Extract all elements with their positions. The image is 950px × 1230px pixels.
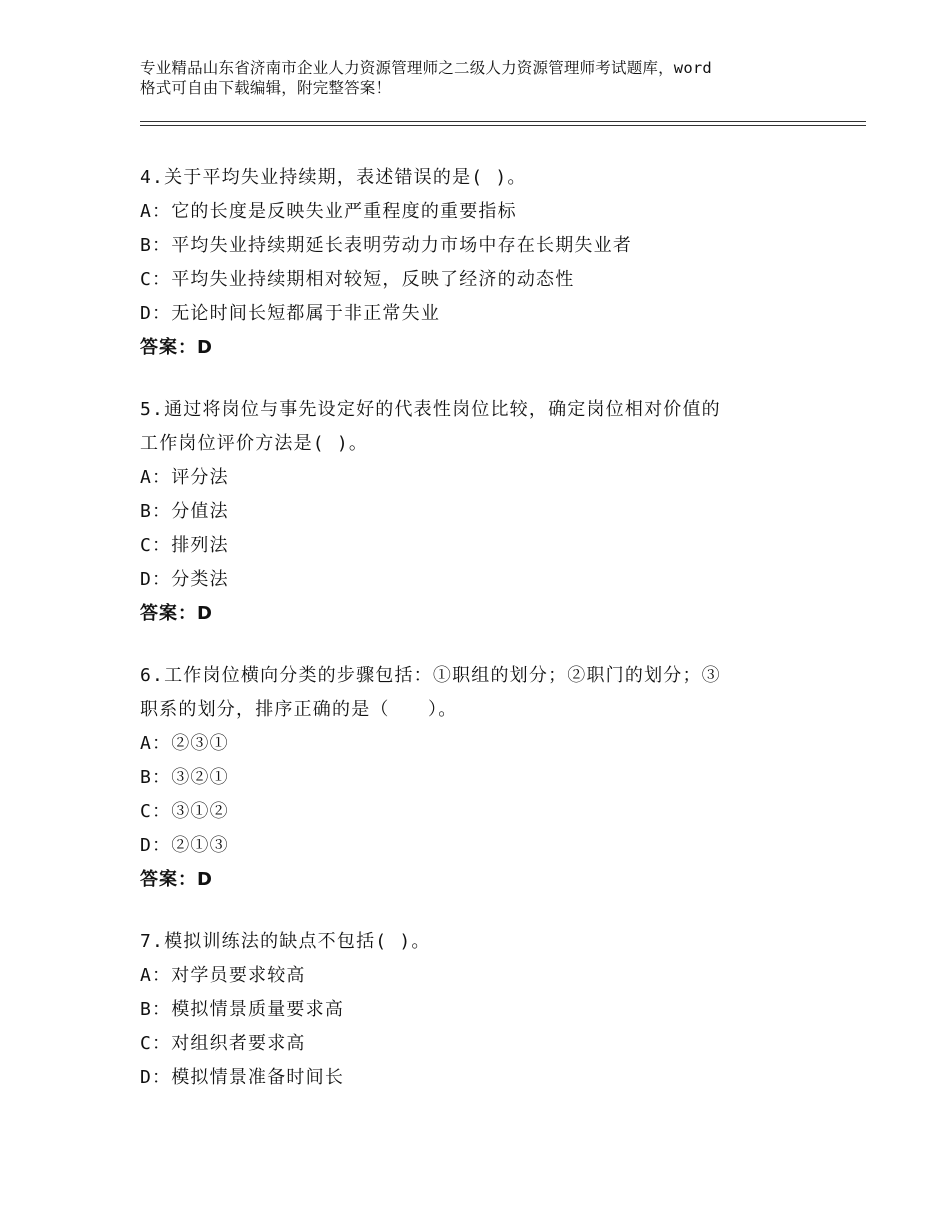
question-7 [140, 925, 820, 1095]
document-header [140, 58, 830, 98]
header-line-2: 格式可自由下载编辑，附完整答案！ [140, 79, 392, 97]
option-c: C：平均失业持续期相对较短，反映了经济的动态性 [140, 269, 575, 290]
question-stem: 4.关于平均失业持续期，表述错误的是( )。 [140, 167, 527, 188]
option-d: D：分类法 [140, 569, 229, 590]
option-d: D：无论时间长短都属于非正常失业 [140, 303, 441, 324]
option-a: A：它的长度是反映失业严重程度的重要指标 [140, 201, 517, 222]
question-5 [140, 393, 820, 631]
option-b: B：分值法 [140, 501, 229, 522]
option-d: D：模拟情景准备时间长 [140, 1067, 345, 1088]
header-divider-top [140, 121, 866, 122]
option-a: A：对学员要求较高 [140, 965, 306, 986]
option-c: C：排列法 [140, 535, 229, 556]
option-c: C：对组织者要求高 [140, 1033, 306, 1054]
option-b: B：③②① [140, 767, 229, 788]
question-stem-continued: 工作岗位评价方法是( )。 [140, 433, 369, 454]
option-b: B：模拟情景质量要求高 [140, 999, 345, 1020]
answer: 答案：D [140, 337, 213, 358]
question-4 [140, 161, 820, 365]
question-stem: 6.工作岗位横向分类的步骤包括：①职组的划分；②职门的划分；③ [140, 665, 721, 686]
option-b: B：平均失业持续期延长表明劳动力市场中存在长期失业者 [140, 235, 633, 256]
option-a: A：②③① [140, 733, 229, 754]
question-list [140, 161, 820, 1123]
header-line-1: 专业精品山东省济南市企业人力资源管理师之二级人力资源管理师考试题库，word [140, 59, 712, 77]
header-divider-bottom [140, 125, 866, 126]
question-stem-continued: 职系的划分，排序正确的是（ ）。 [140, 699, 458, 720]
question-stem: 5.通过将岗位与事先设定好的代表性岗位比较，确定岗位相对价值的 [140, 399, 721, 420]
option-c: C：③①② [140, 801, 229, 822]
answer: 答案：D [140, 869, 213, 890]
option-a: A：评分法 [140, 467, 229, 488]
option-d: D：②①③ [140, 835, 229, 856]
question-stem: 7.模拟训练法的缺点不包括( )。 [140, 931, 431, 952]
answer: 答案：D [140, 603, 213, 624]
question-6 [140, 659, 820, 897]
